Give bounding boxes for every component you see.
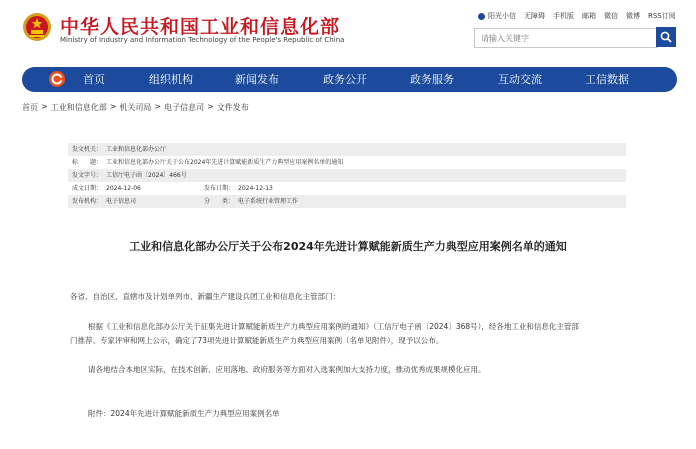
- nav-item-interaction[interactable]: 互动交流: [498, 73, 542, 86]
- document-paragraph: 请各地结合本地区实际，在技术创新、应用落地、政府服务等方面对入选案例加大支持力度，推动优秀成果规模化应用。: [88, 365, 486, 374]
- nav-item-news[interactable]: 新闻发布: [235, 73, 279, 86]
- breadcrumb: [22, 102, 249, 113]
- breadcrumb-separator: >: [109, 102, 117, 111]
- meta-label: 发文机关：: [72, 146, 103, 153]
- breadcrumb-separator: >: [154, 102, 162, 111]
- site-subtitle: Ministry of Industry and Information Technology of the People's Republic of China: [60, 36, 345, 44]
- breadcrumb-electronics[interactable]: 电子信息司: [164, 103, 205, 112]
- document-salutation: 各省、自治区、直辖市及计划单列市、新疆生产建设兵团工业和信息化主管部门：: [70, 292, 340, 301]
- meta-label: 发布机构：: [72, 198, 103, 205]
- meta-row-org: [68, 195, 626, 208]
- meta-label: 发布日期：: [204, 185, 235, 192]
- meta-label: 发文字号：: [72, 172, 103, 179]
- nav-item-organization[interactable]: 组织机构: [149, 73, 193, 86]
- nav-item-services[interactable]: 政务服务: [410, 73, 454, 86]
- meta-value-org: 电子信息司: [106, 198, 137, 205]
- breadcrumb-ministry[interactable]: 工业和信息化部: [50, 103, 107, 112]
- ministry-logo-icon[interactable]: [48, 70, 66, 88]
- nav-item-data[interactable]: 工信数据: [585, 73, 629, 86]
- nav-item-home[interactable]: 首页: [83, 73, 105, 86]
- breadcrumb-current[interactable]: 文件发布: [216, 103, 249, 112]
- document-attachment-link[interactable]: 附件：2024年先进计算赋能新质生产力典型应用案例名单: [88, 409, 280, 418]
- search-button[interactable]: [656, 27, 676, 47]
- top-link-accessibility[interactable]: 无障碍: [524, 12, 545, 20]
- search-input[interactable]: [474, 28, 658, 48]
- document-meta-table: [68, 143, 626, 208]
- breadcrumb-separator: >: [207, 102, 214, 111]
- top-link-mail[interactable]: 邮箱: [582, 12, 596, 20]
- meta-label: 成文日期：: [72, 185, 103, 192]
- main-nav: [22, 67, 677, 92]
- document-title: 工业和信息化部办公厅关于公布2024年先进计算赋能新质生产力典型应用案例名单的通知: [129, 240, 567, 253]
- sunshine-icon: [478, 13, 485, 20]
- meta-value-docno: 工信厅电子函〔2024〕466号: [106, 172, 187, 179]
- breadcrumb-separator: >: [41, 102, 48, 111]
- meta-row-docno: [68, 169, 626, 182]
- meta-value-published: 2024-12-13: [238, 185, 273, 192]
- site-title[interactable]: 中华人民共和国工业和信息化部: [60, 16, 341, 38]
- top-links: [478, 10, 676, 22]
- meta-value-category: 电子系统行业管理工作: [238, 198, 299, 205]
- meta-label: 分 类：: [204, 198, 235, 205]
- meta-row-dates: [68, 182, 626, 195]
- meta-row-issuer: [68, 143, 626, 156]
- nav-item-disclosure[interactable]: 政务公开: [323, 73, 367, 86]
- meta-value-title: 工业和信息化部办公厅关于公布2024年先进计算赋能新质生产力典型应用案例名单的通知: [106, 159, 344, 166]
- meta-label: 标 题：: [72, 159, 103, 166]
- document-paragraph: 门推荐、专家评审和网上公示，确定了73项先进计算赋能新质生产力典型应用案例（名单见附件），现予以公布。: [70, 336, 444, 345]
- meta-row-title: [68, 156, 626, 169]
- meta-value-issuer: 工业和信息化部办公厅: [106, 146, 167, 153]
- search-icon: [660, 31, 672, 43]
- top-link-rss[interactable]: RSS订阅: [648, 12, 676, 20]
- top-link-wechat[interactable]: 微信: [604, 12, 618, 20]
- top-link-weibo[interactable]: 微博: [626, 12, 640, 20]
- meta-value-written: 2024-12-06: [106, 185, 141, 192]
- breadcrumb-departments[interactable]: 机关司局: [119, 103, 152, 112]
- top-link-sunshine[interactable]: 阳光小信: [478, 11, 516, 21]
- breadcrumb-home[interactable]: 首页: [22, 103, 38, 112]
- document-paragraph: 根据《工业和信息化部办公厅关于征集先进计算赋能新质生产力典型应用案例的通知》（工信厅电子函〔2024〕368号），经各地工业和信息化主管部: [88, 322, 579, 331]
- national-emblem-icon: [22, 12, 52, 42]
- top-link-mobile[interactable]: 手机版: [553, 12, 574, 20]
